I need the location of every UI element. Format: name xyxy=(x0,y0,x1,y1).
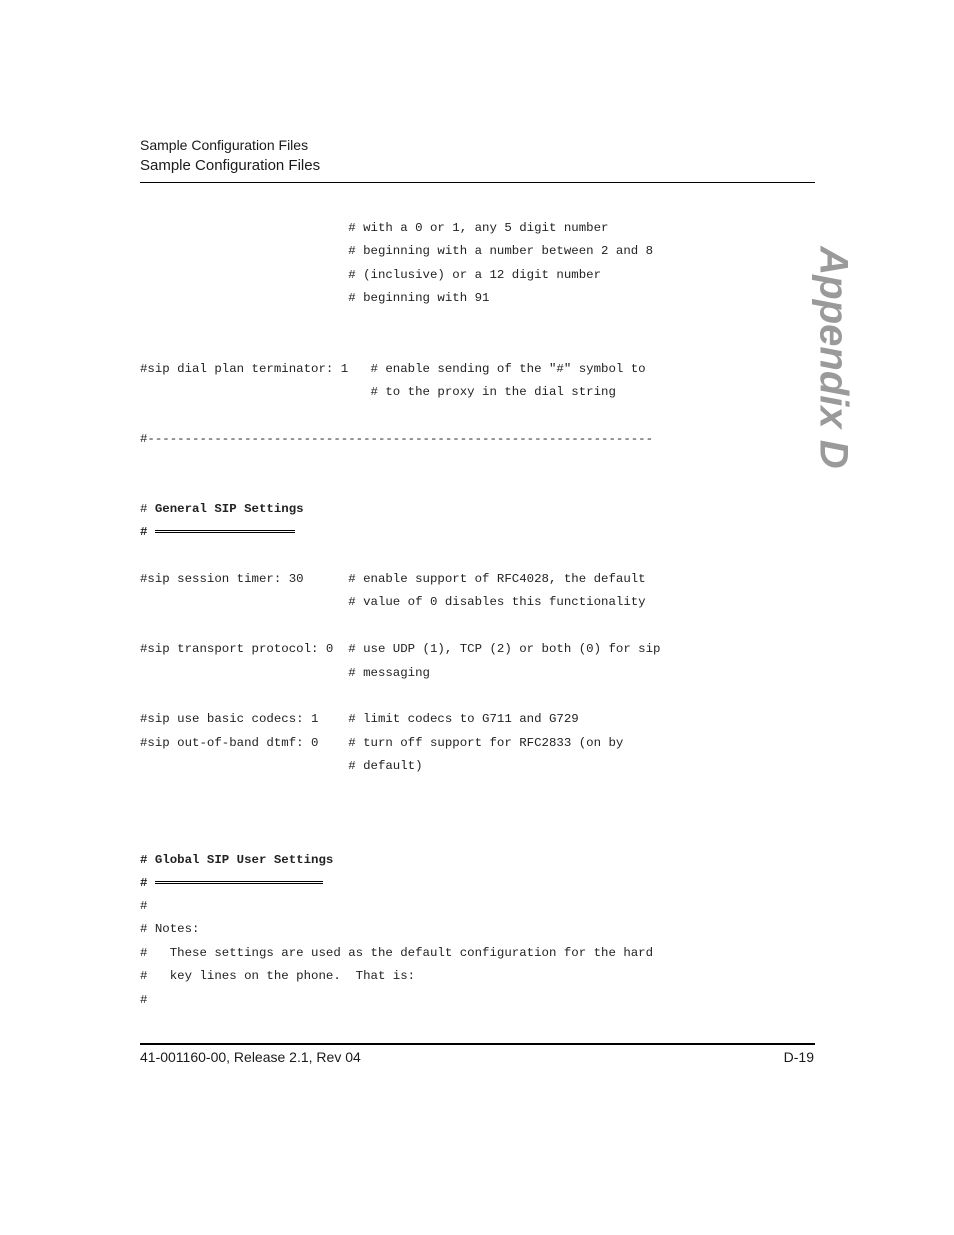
code-block-terminator xyxy=(140,358,653,452)
code-line: # key lines on the phone. That is: xyxy=(140,969,416,984)
heading-hash: # xyxy=(140,502,155,516)
appendix-side-tab-label: Appendix D xyxy=(811,246,856,469)
code-line: # (inclusive) or a 12 digit number xyxy=(140,267,602,282)
code-block-dialplan-comments xyxy=(140,217,653,311)
heading-underline-hash: # xyxy=(140,525,148,540)
footer-rule xyxy=(140,1043,815,1045)
code-line: #-------------------------------------------------------------------- xyxy=(140,432,654,447)
heading-title: General SIP Settings xyxy=(154,502,304,516)
code-block-general-settings xyxy=(140,568,661,779)
code-line: # to the proxy in the dial string xyxy=(140,385,616,400)
code-line: # with a 0 or 1, any 5 digit number xyxy=(140,221,609,235)
general-heading-double-rule xyxy=(155,530,295,533)
general-sip-settings-heading xyxy=(140,498,304,545)
code-line: # default) xyxy=(140,759,423,774)
code-line: # Notes: xyxy=(140,922,200,937)
footer-doc-id: 41-001160-00, Release 2.1, Rev 04 xyxy=(140,1049,361,1065)
footer-page-number: D-19 xyxy=(783,1049,814,1065)
global-sip-user-settings-heading xyxy=(140,849,333,896)
code-line: # These settings are used as the default configuration for the hard xyxy=(140,945,654,960)
code-line: # value of 0 disables this functionality xyxy=(140,595,646,610)
code-line: #sip dial plan terminator: 1 # enable sending of the "#" symbol to xyxy=(140,362,646,376)
heading-underline-hash: # xyxy=(140,876,148,891)
code-line: # beginning with 91 xyxy=(140,291,490,306)
code-line: # beginning with a number between 2 and 8 xyxy=(140,244,654,259)
code-line: #sip use basic codecs: 1 # limit codecs to G711 and G729 xyxy=(140,712,579,727)
header-rule xyxy=(140,182,815,183)
global-heading-double-rule xyxy=(155,881,323,884)
code-line: # xyxy=(140,899,148,913)
running-header: Sample Configuration Files xyxy=(140,157,321,174)
code-line: #sip session timer: 30 # enable support of RFC4028, the default xyxy=(140,572,646,586)
code-line: #sip transport protocol: 0 # use UDP (1), TCP (2) or both (0) for sip xyxy=(140,642,661,657)
code-line: # messaging xyxy=(140,665,430,680)
code-block-notes xyxy=(140,895,653,1012)
heading-title: # Global SIP User Settings xyxy=(140,853,334,867)
running-header-small: Sample Configuration Files xyxy=(140,137,309,153)
appendix-side-tab xyxy=(808,246,858,469)
code-line: # xyxy=(140,992,148,1007)
code-line: #sip out-of-band dtmf: 0 # turn off support for RFC2833 (on by xyxy=(140,735,624,750)
